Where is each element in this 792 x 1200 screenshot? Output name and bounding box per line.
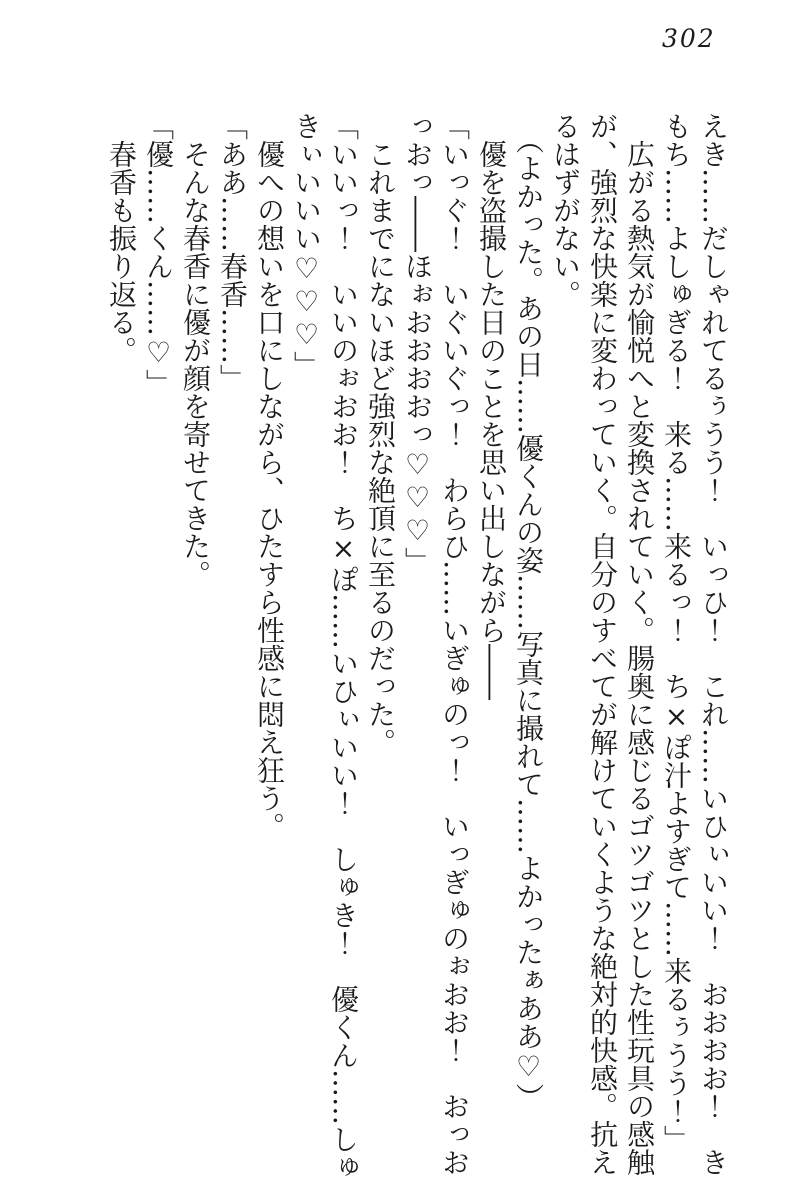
text-line: っおっ――ほぉおおおおっ♡♡♡」 [401, 112, 434, 575]
text-line: 「いっぐ！ いぐいぐっ！ わらひ……いぎゅのっ！ いっぎゅのぉおお！ おっお [438, 112, 471, 1176]
text-line: 「ああ……春香……」 [216, 112, 249, 392]
text-line: 優への想いを口にしながら、ひたすら性感に悶え狂う。 [253, 112, 286, 840]
text-line: 広がる熱気が愉悦へと変換されていく。腸奥に感じるゴツゴツとした性玩具の感触 [623, 112, 656, 1176]
text-line: 「いいっ！ いいのぉおお！ ち×ぽ……いひぃいい！ しゅき！ 優くん……しゅ [327, 112, 360, 1181]
text-line: えき……だしゃれてるぅうう！ いっひ！ これ……いひぃいい！ おおおお！ き [697, 112, 730, 1176]
text-line: るはずがない。 [549, 112, 582, 308]
text-line: そんな春香に優が顔を寄せてきた。 [179, 112, 212, 588]
text-line: 春香も振り返る。 [105, 112, 138, 364]
text-line: 優を盗撮した日のことを思い出しながら―― [475, 112, 508, 700]
text-line: きぃいいい♡♡♡」 [290, 112, 323, 379]
text-line: もち……よしゅぎる！ 来る……来るっ！ ち×ぽ汁よすぎて……来るぅうう！」 [660, 112, 693, 1153]
text-body [103, 112, 732, 1192]
text-line: これまでにないほど強烈な絶頂に至るのだった。 [364, 112, 397, 756]
text-line: 「優……くん……♡」 [142, 112, 175, 397]
page-number: 302 [662, 24, 716, 53]
text-line: が、強烈な快楽に変わっていく。自分のすべてが解けていくような絶対的快感。抗え [586, 112, 619, 1176]
text-line: （よかった。あの日……優くんの姿……写真に撮れて……よかったぁああ♡） [512, 112, 545, 1111]
